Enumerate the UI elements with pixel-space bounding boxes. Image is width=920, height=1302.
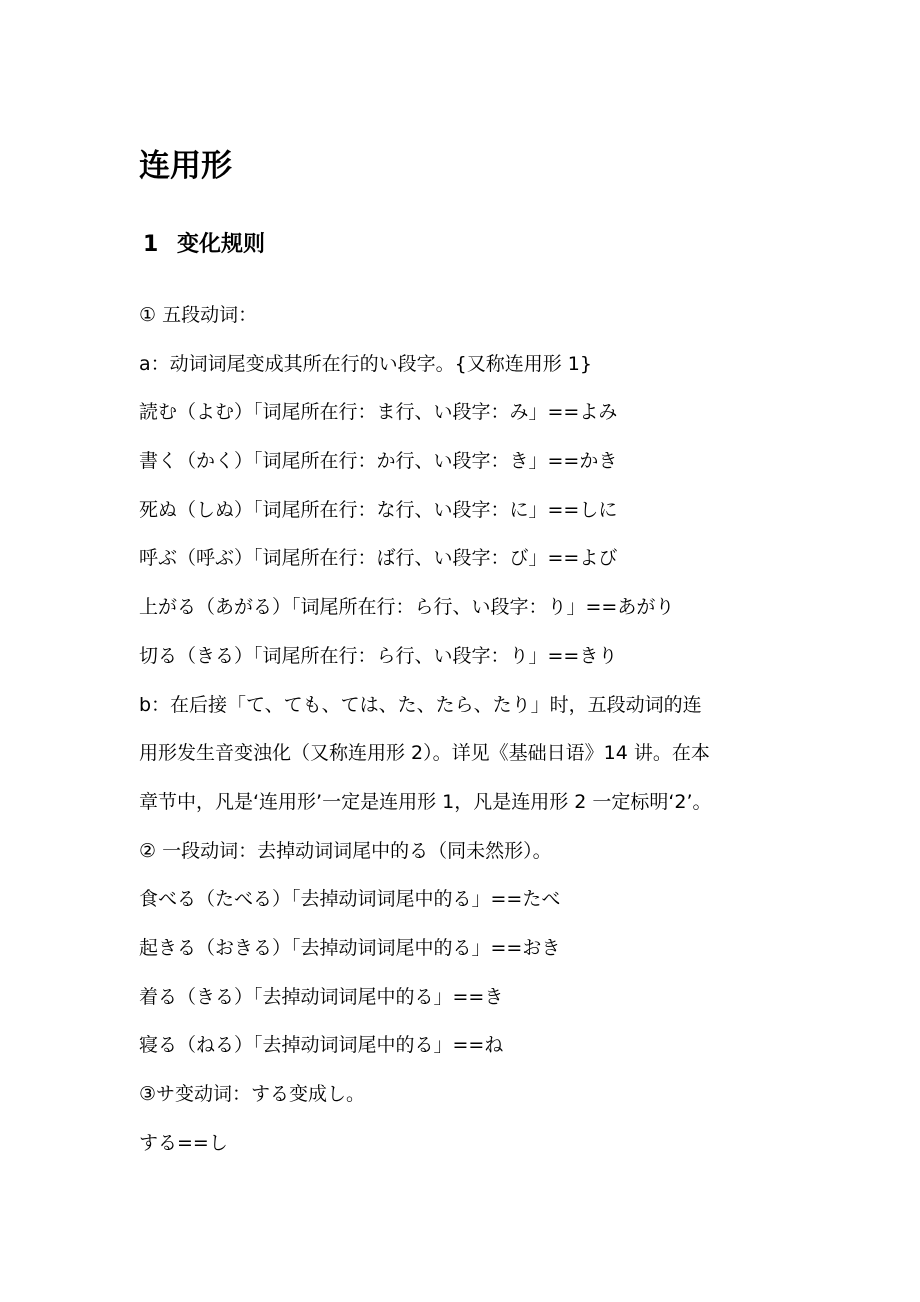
text-line-intro-ichidan: ② 一段动词：去掉动词词尾中的る（同未然形）。 bbox=[139, 839, 552, 862]
text-line-rule-b-3: 章节中，凡是‘连用形’一定是连用形 1，凡是连用形 2 一定标明‘2’。 bbox=[139, 790, 712, 813]
text-line-intro-godan: ① 五段动词： bbox=[139, 304, 258, 326]
example-line-okiru: 起きる（おきる）「去掉动词词尾中的る」==おき bbox=[139, 936, 561, 959]
section-title: 变化规则 bbox=[177, 232, 266, 257]
example-line-shinu: 死ぬ（しぬ）「词尾所在行：な行、い段字：に」==しに bbox=[139, 498, 618, 521]
page-title: 连用形 bbox=[139, 148, 232, 184]
text-line-rule-b-1: b：在后接「て、ても、ては、た、たら、たり」时，五段动词的连 bbox=[139, 693, 702, 716]
section-heading bbox=[143, 229, 265, 261]
example-line-taberu: 食べる（たべる）「去掉动词词尾中的る」==たべ bbox=[139, 888, 561, 911]
example-line-agaru: 上がる（あがる）「词尾所在行：ら行、い段字：り」==あがり bbox=[139, 596, 675, 619]
example-line-suru: する==し bbox=[139, 1131, 228, 1154]
text-line-rule-b-2: 用形发生音变浊化（又称连用形 2）。详见《基础日语》14 讲。在本 bbox=[139, 742, 710, 765]
example-line-yobu: 呼ぶ（呼ぶ）「词尾所在行：ば行、い段字：び」==よび bbox=[139, 547, 618, 570]
example-line-kaku: 書く（かく）「词尾所在行：か行、い段字：き」==かき bbox=[139, 450, 618, 473]
example-line-kiru: 切る（きる）「词尾所在行：ら行、い段字：り」==きり bbox=[139, 644, 618, 667]
text-line-rule-a: a：动词词尾变成其所在行的い段字。{又称连用形 1} bbox=[139, 352, 592, 375]
example-line-neru: 寝る（ねる）「去掉动词词尾中的る」==ね bbox=[139, 1034, 504, 1057]
text-line-intro-sahen: ③サ变动词：する变成し。 bbox=[139, 1083, 366, 1105]
body-text bbox=[139, 300, 799, 1176]
example-line-kiru-ichidan: 着る（きる）「去掉动词词尾中的る」==き bbox=[139, 985, 504, 1008]
section-number: 1 bbox=[143, 232, 159, 257]
example-line-yomu: 読む（よむ）「词尾所在行：ま行、い段字：み」==よみ bbox=[139, 401, 618, 424]
